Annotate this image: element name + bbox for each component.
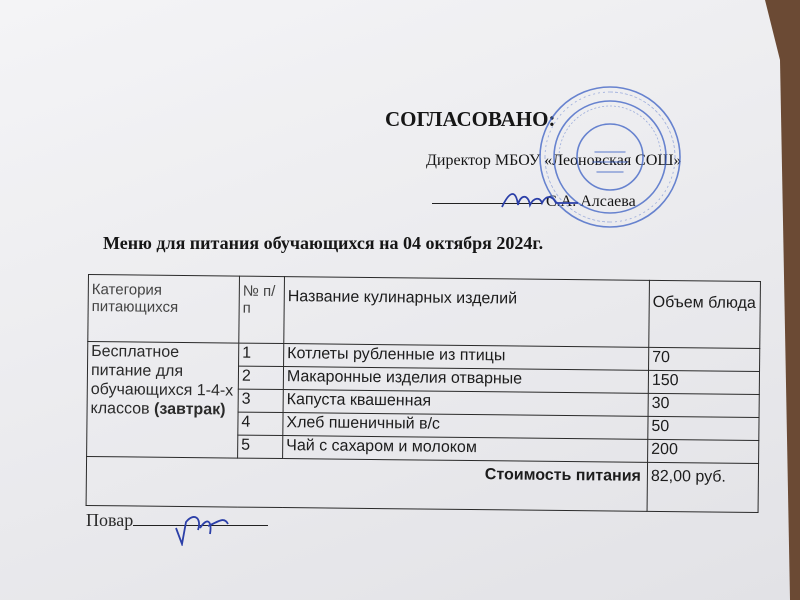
dish-volume: 200 [648,439,759,463]
header-dish-name: Название кулинарных изделий [284,277,650,348]
row-number: 4 [238,412,283,435]
category-text: Бесплатное питание для обучающихся 1-4-х классов [90,343,234,418]
category-cell [87,342,239,459]
row-number: 3 [238,389,283,412]
row-number: 2 [238,366,283,389]
dish-name: Капуста квашенная [283,390,648,417]
director-name: С.А. Алсаева [546,193,636,210]
category-meal: (завтрак) [153,400,226,419]
director-title: Директор МБОУ «Леоновская СОШ» [426,152,682,169]
dish-volume: 150 [648,370,759,394]
cook-label: Повар [86,510,134,530]
dish-name: Хлеб пшеничный в/с [283,413,648,440]
cost-row [86,456,758,512]
header-number: № п/п [239,276,285,343]
dish-name: Чай с сахаром и молоком [283,436,648,463]
row-number: 1 [239,343,284,366]
dish-name: Макаронные изделия отварные [283,367,648,394]
cook-signature [172,508,242,546]
cost-value: 82,00 руб. [647,462,759,512]
header-category: Категория питающихся [88,275,240,344]
dish-volume: 50 [648,416,759,440]
row-number: 5 [238,435,283,458]
dish-volume: 70 [649,347,760,371]
header-volume: Объем блюда [649,280,761,348]
menu-table [86,274,761,513]
director-signature [500,185,580,215]
cost-label: Стоимость питания [86,456,647,511]
menu-title: Меню для питания обучающихся на 04 октября 2024г. [103,233,544,253]
dish-name: Котлеты рубленные из птицы [284,344,649,371]
approval-heading: СОГЛАСОВАНО: [385,107,556,131]
dish-volume: 30 [648,393,759,417]
table-header-row [88,275,761,349]
